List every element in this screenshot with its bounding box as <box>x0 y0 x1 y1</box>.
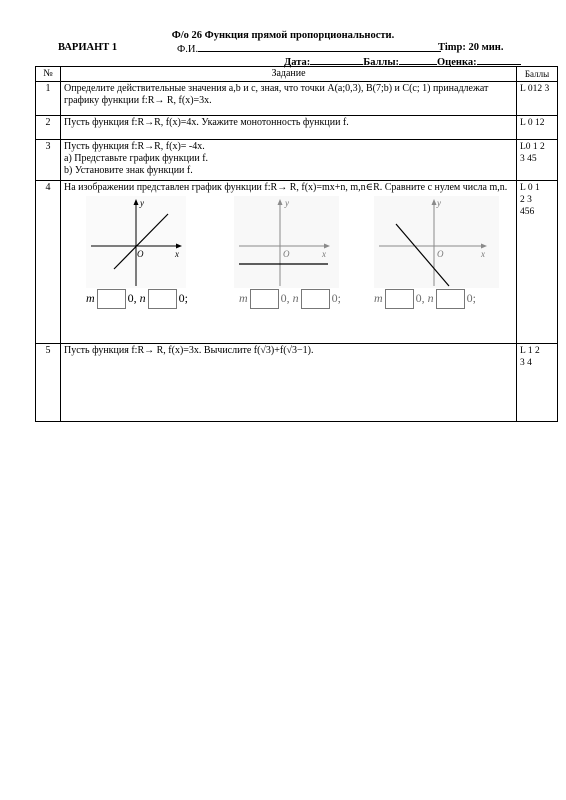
zero-text: 0, <box>280 290 290 305</box>
points-scale: L 012 3 <box>517 82 558 116</box>
zero-end: 0; <box>466 290 477 305</box>
row-number: 5 <box>36 344 61 422</box>
row-number: 3 <box>36 140 61 181</box>
table-header-row <box>36 67 558 82</box>
table-row <box>36 344 558 422</box>
row-number: 1 <box>36 82 61 116</box>
points-scale <box>517 140 558 181</box>
points-line: 3 45 <box>520 154 537 164</box>
zero-text: 0, <box>127 290 137 305</box>
grade-line[interactable] <box>477 55 521 65</box>
col-points-header: Баллы <box>517 67 558 82</box>
col-num-header: № <box>36 67 61 82</box>
task-text: Определите действительные значения a,b и c, зная, что точки A(a;0,3), B(7;b) и C(c; 1) принадлежат графику функции f:R→ R, f(x)=3x. <box>61 82 517 116</box>
table-row <box>36 82 558 116</box>
fio-line <box>198 42 441 52</box>
task-table <box>35 66 558 422</box>
m-label: m <box>86 290 95 305</box>
task-cell <box>61 181 517 344</box>
origin-label: O <box>137 249 144 259</box>
table-row <box>36 116 558 140</box>
graph-decreasing <box>374 196 499 288</box>
axis-x-label: x <box>322 249 326 259</box>
points-line: 2 3 <box>520 195 532 205</box>
axis-y-label: y <box>140 198 144 208</box>
m-sign-box-1[interactable] <box>97 289 126 309</box>
row-number: 4 <box>36 181 61 344</box>
points-scale <box>517 344 558 422</box>
origin-label: O <box>437 249 444 259</box>
n-label: n <box>139 290 146 305</box>
zero-text: 0, <box>415 290 425 305</box>
task-line: Пусть функция f:R→R, f(x)= -4x. <box>64 141 205 152</box>
row-number: 2 <box>36 116 61 140</box>
variant-label: ВАРИАНТ 1 <box>58 42 118 53</box>
m-label: m <box>239 290 248 305</box>
date-label: Дата: <box>284 57 311 68</box>
task-text: На изображении представлен график функции f:R→ R, f(x)=mx+n, m,n∈R. Сравните с нулем числа m,n. <box>64 182 508 193</box>
answer-row-1 <box>86 289 188 309</box>
page-title: Ф/о 26 Функция прямой пропорциональности. <box>171 30 395 41</box>
fio-label: Ф.И. <box>177 44 199 55</box>
zero-end: 0; <box>331 290 342 305</box>
answer-row-2 <box>239 289 341 309</box>
n-sign-box-3[interactable] <box>436 289 465 309</box>
points-line[interactable] <box>399 55 437 65</box>
points-line: L 1 2 <box>520 346 540 356</box>
points-line: 456 <box>520 207 535 217</box>
m-label: m <box>374 290 383 305</box>
points-line: L0 1 2 <box>520 142 545 152</box>
axis-y-label: y <box>437 198 441 208</box>
n-sign-box-2[interactable] <box>301 289 330 309</box>
task-text: Пусть функция f:R→ R, f(x)=3x. Вычислите f(√3)+f(√3−1). <box>61 344 517 422</box>
task-text: Пусть функция f:R→R, f(x)=4x. Укажите монотонность функции f. <box>61 116 517 140</box>
answer-row-3 <box>374 289 476 309</box>
axis-x-label: x <box>481 249 485 259</box>
task-text <box>61 140 517 181</box>
points-label: Баллы: <box>363 57 400 68</box>
n-label: n <box>427 290 434 305</box>
zero-end: 0; <box>178 290 189 305</box>
fio-field[interactable] <box>177 42 441 55</box>
m-sign-box-2[interactable] <box>250 289 279 309</box>
axis-x-label: x <box>175 249 179 259</box>
date-line[interactable] <box>310 55 363 65</box>
task-line: b) Установите знак функции f. <box>64 165 193 176</box>
points-line: L 0 1 <box>520 183 540 193</box>
graph-increasing <box>86 196 186 288</box>
origin-label: O <box>283 249 290 259</box>
table-row <box>36 140 558 181</box>
points-line: 3 4 <box>520 358 532 368</box>
points-scale <box>517 181 558 344</box>
n-label: n <box>292 290 299 305</box>
time-limit: Timp: 20 мин. <box>438 42 504 53</box>
task-line: a) Представьте график функции f. <box>64 153 209 164</box>
grade-label: Оценка: <box>437 57 477 68</box>
col-task-header: Задание <box>61 67 517 82</box>
graphs-area <box>64 194 513 319</box>
axis-y-label: y <box>285 198 289 208</box>
n-sign-box-1[interactable] <box>148 289 177 309</box>
points-scale: L 0 12 <box>517 116 558 140</box>
graph-constant <box>234 196 339 288</box>
table-row <box>36 181 558 344</box>
m-sign-box-3[interactable] <box>385 289 414 309</box>
